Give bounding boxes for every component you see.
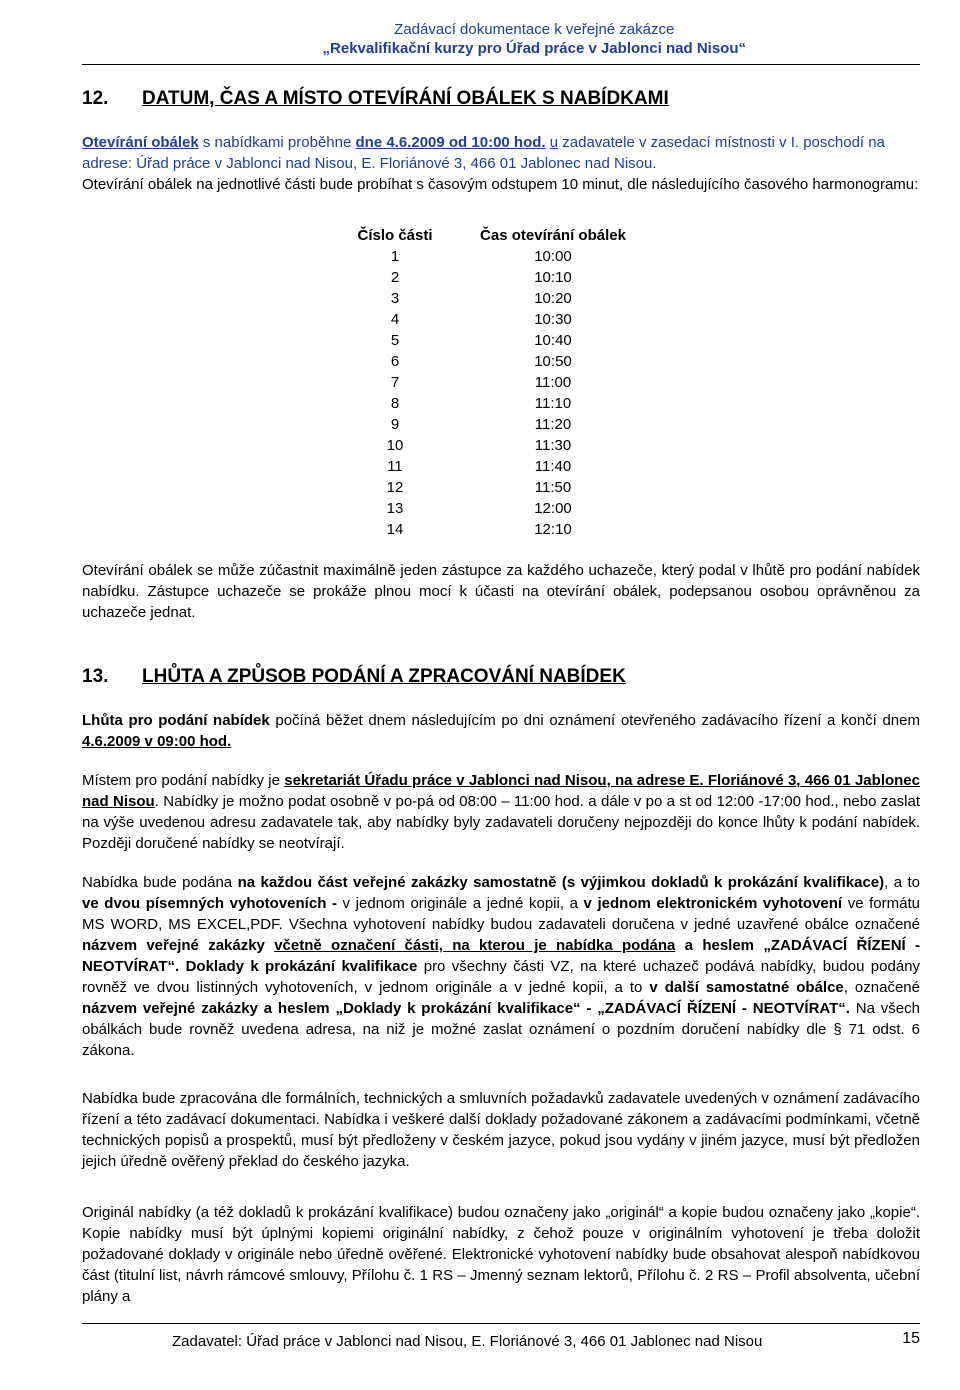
cell-opening-time: 10:20 <box>534 290 572 307</box>
footer-rule <box>82 1323 920 1324</box>
cell-part-number: 2 <box>390 269 400 286</box>
cell-opening-time: 10:40 <box>534 332 572 349</box>
s12-p1-address: zadavatele v zasedací místnosti v I. poschodí na adrese: Úřad práce v Jablonci nad Nisou, E. Floriánové 3, 466 01 Jablonec nad Nisou. <box>82 134 885 172</box>
table-body <box>336 246 652 540</box>
s13-p3-s11: pro všechny části VZ, na které uchazeč podává nabídky, budou podány rovněž ve dvou listinných vyhotoveních, v jednom originále a v jedné kopii, a to <box>82 958 920 996</box>
table-row <box>336 267 652 288</box>
table-row <box>336 330 652 351</box>
s13-p3-s15: Na všech obálkách bude rovněž uvedena adresa, na niž je možné zaslat oznámení o pozdním doručení nabídky dle § 71 odst. 6 zákona. <box>82 1000 920 1059</box>
cell-opening-time: 11:50 <box>534 479 572 496</box>
cell-opening-time: 11:20 <box>534 416 572 433</box>
s13-p3-s9: včetně označení části, na kterou je nabídka podána <box>274 937 676 954</box>
cell-part-number: 13 <box>386 500 404 517</box>
s13-p3-s10: a heslem „ZADÁVACÍ ŘÍZENÍ - NEOTVÍRAT“. Doklady k prokázání kvalifikace <box>82 937 921 975</box>
table-row <box>336 498 652 519</box>
footer-text: Zadavatel: Úřad práce v Jablonci nad Nisou, E. Floriánové 3, 466 01 Jablonec nad Nisou <box>172 1333 763 1350</box>
s13-p2-c: . Nabídky je možno podat osobně v po-pá od 08:00 – 11:00 hod. a dále v po a st od 12:00 -17:00 hod. <box>154 793 835 810</box>
s13-p3-s14: názvem veřejné zakázky a heslem „Doklady k prokázání kvalifikace“ - „ZADÁVACÍ ŘÍZENÍ - NEOTVÍRAT“. <box>82 1000 850 1017</box>
s13-paragraph-1 <box>82 710 920 752</box>
opening-schedule-table <box>336 224 652 540</box>
page-header <box>323 20 746 58</box>
s13-p2-d: , nebo zaslat na výše uvedenou adresu zadavatele tak, aby nabídky byly zadavateli doručeny nejpozději do konce lhůty k podání nabídek. Později doručené nabídky se neotvírají. <box>82 793 920 852</box>
s13-p1-deadline: 4.6.2009 v 09:00 hod. <box>82 733 232 750</box>
s12-p1-bold: Otevírání obálek <box>82 134 199 151</box>
column-header-time: Čas otevírání obálek <box>480 226 626 244</box>
cell-part-number: 1 <box>390 248 400 265</box>
cell-opening-time: 10:50 <box>534 353 572 370</box>
s13-p3-s1: Nabídka bude podána <box>82 874 238 891</box>
cell-part-number: 8 <box>390 395 400 412</box>
s12-paragraph-2: Otevírání obálek na jednotlivé části bude probíhat s časovým odstupem 10 minut, dle následujícího časového harmonogramu: <box>82 176 919 193</box>
table-row <box>336 435 652 456</box>
cell-opening-time: 11:40 <box>534 458 572 475</box>
column-header-part: Číslo části <box>357 226 433 244</box>
s12-paragraph-3: Otevírání obálek se může zúčastnit maximálně jeden zástupce za každého uchazeče, který podal v lhůtě pro podání nabídek nabídku. Zástupce uchazeče se prokáže plnou mocí k účasti na otevírání obálek, podepsanou osobou oprávněnou za uchazeče jednat. <box>82 562 920 621</box>
table-row <box>336 519 652 540</box>
cell-part-number: 14 <box>386 521 404 538</box>
cell-opening-time: 11:00 <box>534 374 572 391</box>
s13-p1-bold: Lhůta pro podání nabídek <box>82 712 270 729</box>
table-row <box>336 288 652 309</box>
cell-part-number: 3 <box>390 290 400 307</box>
cell-part-number: 5 <box>390 332 400 349</box>
header-line-2: „Rekvalifikační kurzy pro Úřad práce v Jablonci nad Nisou“ <box>322 40 746 57</box>
s12-paragraph-1 <box>82 132 920 174</box>
s12-p1-text: s nabídkami proběhne <box>198 134 356 151</box>
cell-opening-time: 12:00 <box>534 500 572 517</box>
page-number: 15 <box>902 1330 920 1347</box>
table-row <box>336 372 652 393</box>
cell-opening-time: 10:30 <box>534 311 572 328</box>
s13-p3-s8: názvem veřejné zakázky <box>82 937 275 954</box>
table-header-row <box>336 224 652 246</box>
s13-p3-s13: , označené <box>843 979 920 996</box>
table-row <box>336 414 652 435</box>
cell-opening-time: 11:30 <box>534 437 572 454</box>
s12-p1-u: u <box>549 134 559 151</box>
section-13-number: 13. <box>82 666 109 687</box>
cell-opening-time: 11:10 <box>534 395 572 412</box>
table-row <box>336 351 652 372</box>
cell-part-number: 7 <box>390 374 400 391</box>
cell-part-number: 12 <box>386 479 404 496</box>
cell-part-number: 9 <box>390 416 400 433</box>
cell-part-number: 11 <box>387 458 403 475</box>
s13-p3-s6: v jednom elektronickém vyhotovení <box>583 895 843 912</box>
table-row <box>336 456 652 477</box>
cell-part-number: 10 <box>386 437 404 454</box>
section-13-heading <box>82 666 626 688</box>
s13-p3-s2: na každou část veřejné zakázky samostatně (s výjimkou dokladů k prokázání kvalifikace) <box>237 874 885 891</box>
s13-p1-text: počíná běžet dnem následujícím po dni oznámení otevřeného zadávacího řízení a končí dnem <box>269 712 920 729</box>
s13-paragraph-4: Nabídka bude zpracována dle formálních, technických a smluvních požadavků zadavatele uvedených v oznámení zadávacího řízení a této zadávací dokumentaci. Nabídka i veškeré další doklady požadované zákonem a zadávacími podmínkami, včetně technických popisů a prospektů, musí být předloženy v českém jazyce, pokud jsou vydány v jiném jazyce, musí být předložen jejich úředně ověřený překlad do českého jazyka. <box>82 1090 920 1170</box>
section-12-heading <box>82 88 669 110</box>
section-12-number: 12. <box>82 88 109 109</box>
header-rule <box>82 64 920 65</box>
s12-p1-date: dne 4.6.2009 od 10:00 hod. <box>355 134 546 151</box>
cell-opening-time: 12:10 <box>534 521 572 538</box>
s13-paragraph-5: Originál nabídky (a též dokladů k prokázání kvalifikace) budou označeny jako „originál“ a kopie budou označeny jako „kopie“. Kopie nabídky musí být úplnými kopiemi originální nabídky, z čehož pouze v originálním vyhotovení je třeba doložit požadované doklady v originále nebo úředně ověřené. Elektronické vyhotovení nabídky bude obsahovat alespoň nabídkovou část (titulní list, návrh rámcové smlouvy, Přílohu č. 1 RS – Jmenný seznam lektorů, Přílohu č. 2 RS – Profil absolventa, učební plány a <box>82 1204 920 1305</box>
s13-paragraph-3 <box>82 872 920 1061</box>
section-12-title: DATUM, ČAS A MÍSTO OTEVÍRÁNÍ OBÁLEK S NABÍDKAMI <box>142 88 669 109</box>
s13-p3-s12: v další samostatné obálce <box>649 979 844 996</box>
cell-opening-time: 10:10 <box>534 269 572 286</box>
cell-part-number: 4 <box>390 311 400 328</box>
cell-opening-time: 10:00 <box>534 248 572 265</box>
header-line-1: Zadávací dokumentace k veřejné zakázce <box>394 21 675 38</box>
table-row <box>336 477 652 498</box>
s13-p3-s4: ve dvou písemných vyhotoveních - <box>82 895 337 912</box>
s13-p2-place: sekretariát Úřadu práce v Jablonci nad Nisou, na adrese E. Floriánové 3, 466 01 Jablonec nad Nisou <box>82 772 920 810</box>
table-row <box>336 309 652 330</box>
s13-p3-s5: v jednom originále a jedné kopii, a <box>336 895 584 912</box>
cell-part-number: 6 <box>390 353 400 370</box>
s13-p3-s3: , a to <box>884 874 920 891</box>
s13-p3-s7: ve formátu MS WORD, MS EXCEL,PDF. Všechna vyhotovení nabídky budou zadavateli doručena v jedné uzavřené obálce označené <box>82 895 920 933</box>
s13-p2-a: Místem pro podání nabídky je <box>82 772 285 789</box>
table-row <box>336 246 652 267</box>
table-row <box>336 393 652 414</box>
section-13-title: LHŮTA A ZPŮSOB PODÁNÍ A ZPRACOVÁNÍ NABÍDEK <box>142 666 626 687</box>
s13-paragraph-2 <box>82 770 920 854</box>
